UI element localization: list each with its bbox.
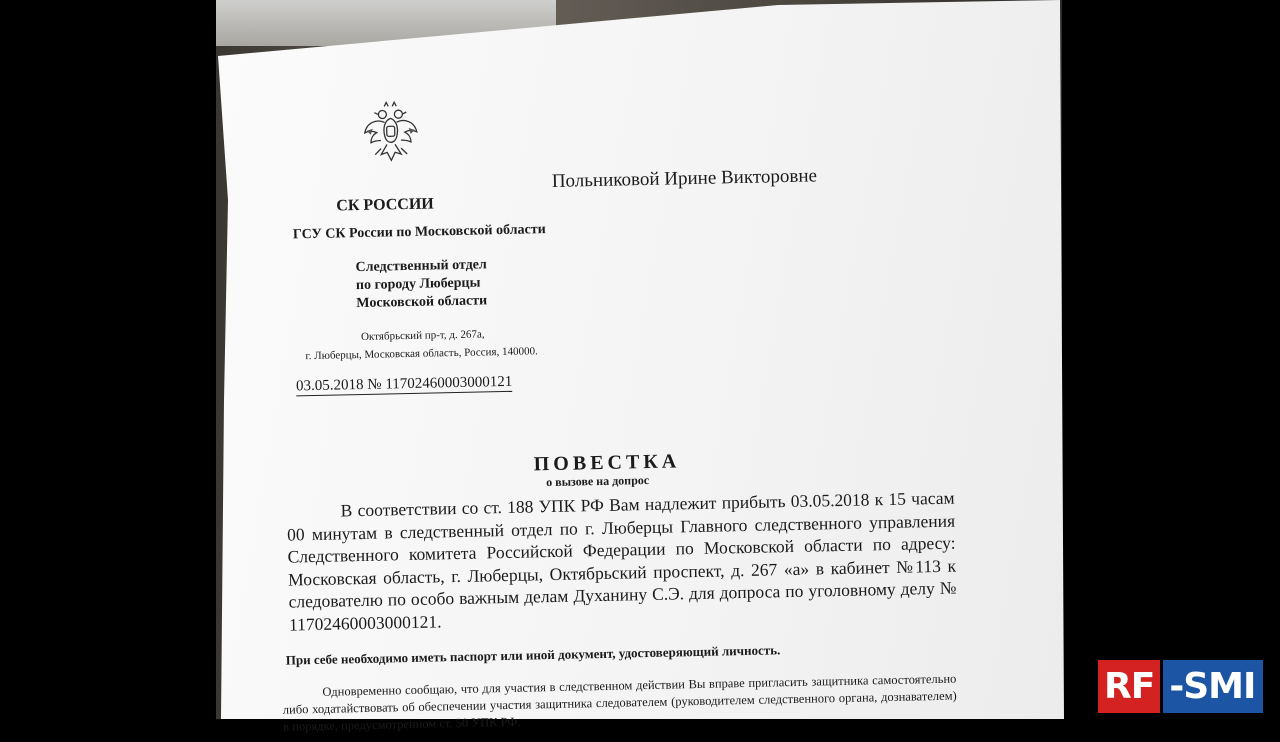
summons-body — [286, 487, 957, 637]
defender-notice-text: Одновременно сообщаю, что для участия в следственном действии Вы вправе пригласить защитника самостоятельно либо ходатайствовать об обеспечении участия защитника следователем (руководителем следственного органа, дознавателем) в порядке, предусмотренном ст. 50 УПК РФ. — [282, 671, 957, 734]
summons-body-text: В соответствии со ст. 188 УПК РФ Вам надлежит прибыть 03.05.2018 к 15 часам 00 минутам в следственный отдел по г. Люберцы Главного следственного управления Следственного комитета Российской Федерации по Московской области по адресу: Московская область, г. Люберцы, Октябрьский проспект, д. 267 «а» в кабинет №113 к следователю по особо важным делам Духанину С.Э. для допроса по уголовному делу № 11702460003000121. — [286, 487, 957, 635]
department-line: Московской области — [356, 293, 488, 312]
id-requirement-note: При себе необходимо иметь паспорт или иной документ, удостоверяющий личность. — [285, 642, 781, 668]
date-and-number — [296, 374, 513, 397]
sender-org-main: СК РОССИИ — [336, 195, 434, 215]
watermark-left: RF — [1098, 660, 1160, 713]
sender-address-line: г. Люберцы, Московская область, Россия, 140000. — [305, 345, 538, 363]
document-title: ПОВЕСТКА — [533, 450, 681, 476]
sender-address-line: Октябрьский пр-т, д. 267а, — [360, 328, 485, 343]
watermark-right: -SMI — [1163, 660, 1263, 713]
addressee-name: Польниковой Ирине Викторовне — [551, 165, 818, 192]
date-number-text: 03.05.2018 № 11702460003000121 — [295, 373, 513, 395]
paragraph-indent — [283, 696, 323, 697]
department-line: по городу Люберцы — [355, 275, 481, 294]
department-line: Следственный отдел — [355, 257, 487, 276]
double-headed-eagle-icon — [362, 100, 419, 167]
sender-department — [355, 256, 487, 313]
defender-notice — [282, 671, 957, 736]
rf-smi-watermark-logo — [1098, 660, 1263, 713]
sender-org-sub: ГСУ СК России по Московской области — [292, 222, 546, 243]
paragraph-indent — [287, 516, 341, 517]
document-subtitle: о вызове на допрос — [545, 472, 650, 490]
